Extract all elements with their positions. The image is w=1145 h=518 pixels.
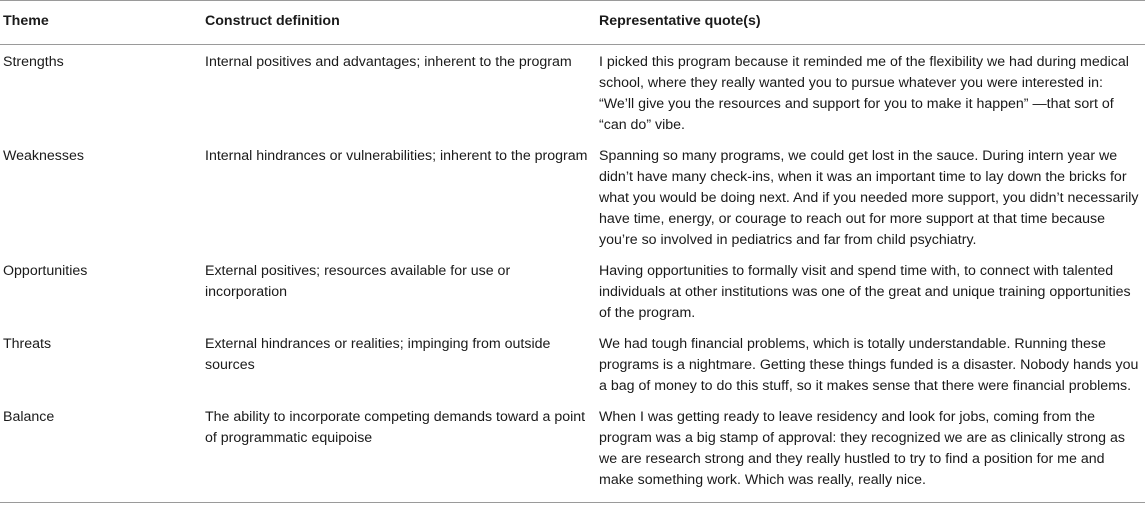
theme-cell: Balance bbox=[0, 402, 202, 503]
definition-cell: Internal hindrances or vulnerabilities; inherent to the program bbox=[205, 148, 588, 164]
definition-cell: External positives; resources available for use or incorporation bbox=[205, 263, 511, 300]
header-theme: Theme bbox=[0, 1, 202, 45]
theme-cell: Weaknesses bbox=[3, 148, 84, 164]
header-representative-quotes: Representative quote(s) bbox=[596, 1, 1145, 45]
quote-cell: Having opportunities to formally visit and spend time with, to connect with talented individuals at other institutions was one of the great and unique training opportunities of the program. bbox=[599, 263, 1131, 321]
table-header bbox=[0, 1, 1145, 45]
table-row bbox=[0, 256, 1145, 329]
definition-cell: Internal positives and advantages; inherent to the program bbox=[205, 54, 572, 70]
table-row bbox=[0, 141, 1145, 256]
quote-cell: We had tough financial problems, which is totally understandable. Running these programs is a nightmare. Getting these things funded is a disaster. Nobody hands you a bag of money to do this stuff, so it makes sense that there were financial problems. bbox=[599, 336, 1139, 394]
definition-cell: External hindrances or realities; impinging from outside sources bbox=[205, 336, 551, 373]
quote-cell: Spanning so many programs, we could get lost in the sauce. During intern year we didn’t have many check-ins, when it was an important time to lay down the bricks for what you would be doing next. And if you needed more support, you didn’t necessarily have time, energy, or courage to reach out for more support at that time because you’re so involved in pediatrics and far from child psychiatry. bbox=[599, 148, 1139, 248]
theme-cell: Strengths bbox=[3, 54, 64, 70]
header-construct-definition: Construct definition bbox=[202, 1, 596, 45]
theme-cell: Opportunities bbox=[3, 263, 88, 279]
table-body bbox=[0, 45, 1145, 503]
table-row bbox=[0, 45, 1145, 142]
quote-cell: When I was getting ready to leave residency and look for jobs, coming from the program was a big stamp of approval: they recognized we are as clinically strong as we are research strong and they really hustled to try to find a position for me and make something work. Which was really, really nice. bbox=[596, 402, 1145, 503]
table-row bbox=[0, 329, 1145, 402]
theme-cell: Threats bbox=[3, 336, 52, 352]
quote-cell: I picked this program because it reminded me of the flexibility we had during medical school, where they really wanted you to pursue whatever you were interested in: “We’ll give you the resources and support for you to make it happen” —that sort of “can do” vibe. bbox=[599, 54, 1129, 133]
table-row bbox=[0, 402, 1145, 503]
definition-cell: The ability to incorporate competing demands toward a point of programmatic equipoise bbox=[202, 402, 596, 503]
header-row bbox=[0, 1, 1145, 45]
